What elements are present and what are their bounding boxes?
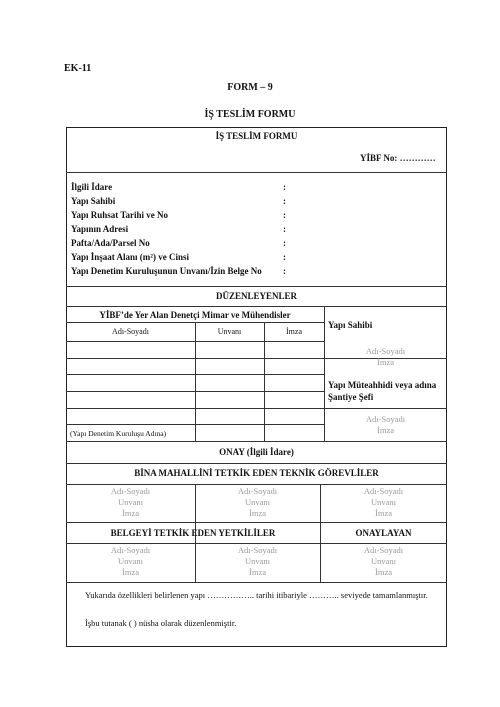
divider [66,543,447,544]
column-line [195,322,196,441]
approval-title: ONAY (İlgili İdare) [219,447,294,457]
site-staff-1-title: Unvanı [117,497,144,507]
field-label-permit: Yapı Ruhsat Tarihi ve No [71,210,169,220]
column-header-sign: İmza [286,327,302,336]
divider [66,306,447,307]
divider [66,463,447,464]
divider [66,484,447,485]
owner-name-placeholder: Adı-Soyadı [365,346,406,356]
contractor-name-placeholder: Adı-Soyadı [365,414,406,424]
column-header-title: Unvanı [217,327,242,336]
document-title: İŞ TESLİM FORMU [204,109,296,120]
site-staff-2-name: Adı-Soyadı [237,486,278,496]
divider [66,172,447,173]
contractor-title: Yapı Müteahhidi veya adına Şantiye Şefi [328,380,437,402]
reviewer-1-title: Unvanı [117,556,144,566]
copies-statement: İşbu tutanak ( ) nüsha olarak düzenlenmiştir. [85,618,237,628]
column-header-name: Adı-Soyadı [112,327,149,336]
doc-reviewers-title: BELGEYİ TETKİK EDEN YETKİLİLER [110,528,276,538]
site-staff-2-sign: İmza [249,508,266,518]
yibf-number: YİBF No: ………… [360,153,436,163]
reviewer-2-name: Adı-Soyadı [237,545,278,555]
site-staff-title: BİNA MAHALLİNİ TETKİK EDEN TEKNİK GÖREVLİLER [134,468,379,478]
field-label-area: Yapı İnşaat Alanı (m²) ve Cinsi [71,252,189,262]
inspectors-title: YİBF’de Yer Alan Denetçi Mimar ve Mühendisler [99,310,291,320]
site-staff-3-sign: İmza [375,508,392,518]
approver-title-placeholder: Unvanı [370,556,397,566]
reviewer-1-sign: İmza [122,567,139,577]
divider [66,441,447,442]
field-separator: : [283,210,286,220]
field-separator: : [283,238,286,248]
field-separator: : [283,182,286,192]
site-staff-1-name: Adı-Soyadı [110,486,151,496]
approver-title: ONAYLAYAN [355,528,412,538]
divider [66,286,447,287]
site-staff-2-title: Unvanı [244,497,271,507]
divider [66,408,447,409]
completion-statement: Yukarıda özellikleri belirlenen yapı …………….. tarihi itibariyle ……….. seviyede tamamlanmıştır. [85,590,428,600]
annex-label: EK-11 [64,63,92,74]
field-label-owner: Yapı Sahibi [71,196,116,206]
field-label-address: Yapının Adresi [71,224,129,234]
reviewer-2-title: Unvanı [244,556,271,566]
reviewer-2-sign: İmza [249,567,266,577]
site-staff-1-sign: İmza [122,508,139,518]
field-separator: : [283,252,286,262]
site-staff-3-title: Unvanı [370,497,397,507]
field-label-company: Yapı Denetim Kuruluşunun Unvanı/İzin Belge No [71,266,262,276]
form-number: FORM – 9 [227,82,273,93]
contractor-sign-placeholder: İmza [377,425,394,435]
owner-title: Yapı Sahibi [328,320,373,330]
column-line [264,322,265,441]
preparers-title: DÜZENLEYENLER [215,291,298,301]
approver-name: Adı-Soyadı [363,545,404,555]
company-note: (Yapı Denetim Kuruluşu Adına) [70,429,167,438]
reviewer-1-name: Adı-Soyadı [110,545,151,555]
box-title: İŞ TESLİM FORMU [215,131,298,141]
divider [66,582,447,583]
field-separator: : [283,266,286,276]
site-staff-3-name: Adı-Soyadı [363,486,404,496]
field-separator: : [283,196,286,206]
owner-sign-placeholder: İmza [377,357,394,367]
field-label-parcel: Pafta/Ada/Parsel No [71,238,150,248]
field-separator: : [283,224,286,234]
divider [66,522,447,523]
field-label-admin: İlgili İdare [71,182,113,192]
approver-sign: İmza [375,567,392,577]
